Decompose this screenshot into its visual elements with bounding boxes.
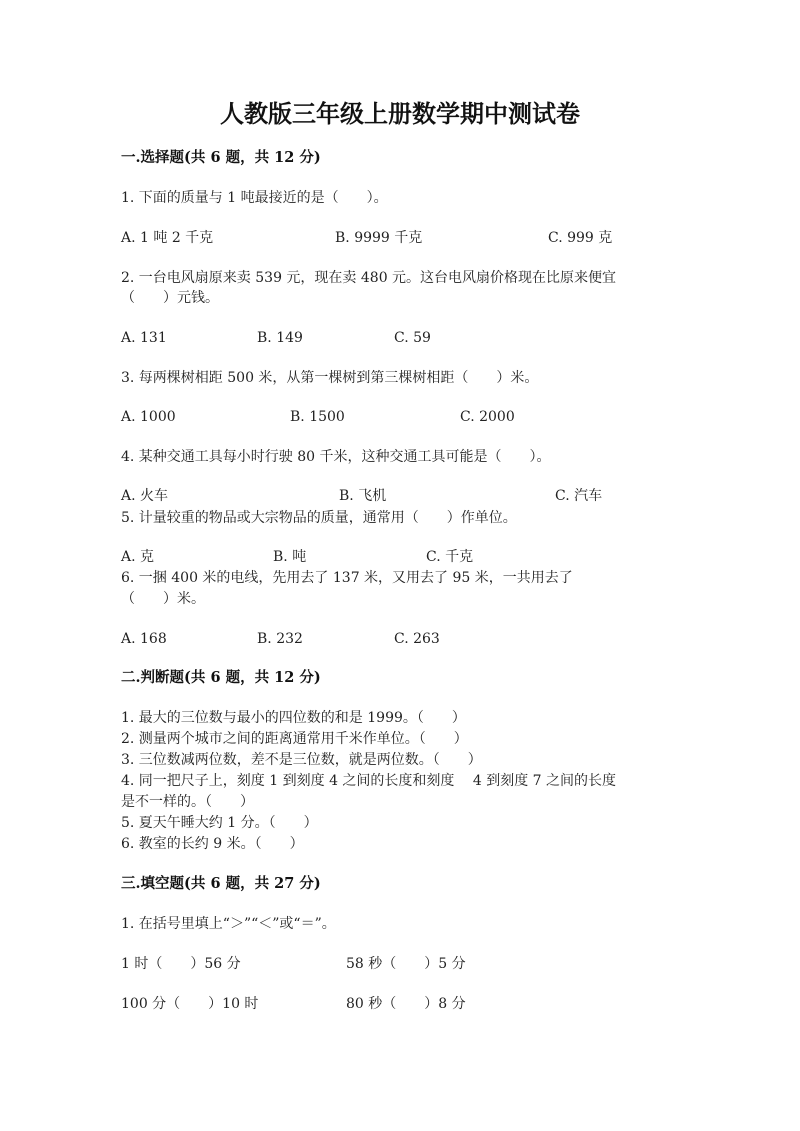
option-b: B. 1500 <box>290 409 345 425</box>
option-a: A. 火车 <box>121 488 169 504</box>
judgement-item: 6. 教室的长约 9 米。（ ） <box>121 836 304 852</box>
option-c: C. 千克 <box>426 549 474 565</box>
option-c: C. 999 克 <box>548 230 613 246</box>
option-a: A. 1 吨 2 千克 <box>121 230 214 246</box>
question-stem: 2. 一台电风扇原来卖 539 元，现在卖 480 元。这台电风扇价格现在比原来便宜 <box>121 270 617 286</box>
question-stem-continued: （ ）元钱。 <box>121 290 219 306</box>
judgement-item: 2. 测量两个城市之间的距离通常用千米作单位。（ ） <box>121 731 468 747</box>
option-b: B. 吨 <box>273 549 307 565</box>
question-stem: 5. 计量较重的物品或大宗物品的质量，通常用（ ）作单位。 <box>121 510 517 526</box>
option-c: C. 汽车 <box>555 488 603 504</box>
judgement-item: 5. 夏天午睡大约 1 分。（ ） <box>121 815 318 831</box>
option-c: C. 2000 <box>460 409 515 425</box>
question-stem: 3. 每两棵树相距 500 米，从第一棵树到第三棵树相距（ ）米。 <box>121 370 539 386</box>
option-b: B. 飞机 <box>339 488 387 504</box>
section-heading-true-false: 二.判断题(共 6 题，共 12 分) <box>121 669 321 686</box>
option-b: B. 232 <box>257 631 303 647</box>
judgement-item: 1. 最大的三位数与最小的四位数的和是 1999。（ ） <box>121 710 466 726</box>
compare-item: 1 时（ ）56 分 <box>121 956 241 972</box>
compare-item: 80 秒（ ）8 分 <box>346 996 466 1012</box>
option-b: B. 149 <box>257 330 303 346</box>
question-stem-continued: （ ）米。 <box>121 591 205 607</box>
option-a: A. 131 <box>121 330 167 346</box>
fill-question-stem: 1. 在括号里填上“＞”“＜”或“＝”。 <box>121 916 336 932</box>
section-heading-choice: 一.选择题(共 6 题，共 12 分) <box>121 149 321 166</box>
option-b: B. 9999 千克 <box>335 230 423 246</box>
compare-item: 58 秒（ ）5 分 <box>346 956 466 972</box>
option-c: C. 59 <box>394 330 431 346</box>
question-stem: 4. 某种交通工具每小时行驶 80 千米，这种交通工具可能是（ ）。 <box>121 449 551 465</box>
compare-item: 100 分（ ）10 时 <box>121 996 259 1012</box>
section-heading-fill-blank: 三.填空题(共 6 题，共 27 分) <box>121 875 321 892</box>
option-a: A. 1000 <box>121 409 176 425</box>
question-stem: 6. 一捆 400 米的电线，先用去了 137 米，又用去了 95 米，一共用去了 <box>121 570 573 586</box>
page-title: 人教版三年级上册数学期中测试卷 <box>220 99 580 128</box>
judgement-item-continued: 是不一样的。（ ） <box>121 794 254 810</box>
option-a: A. 克 <box>121 549 155 565</box>
question-stem: 1. 下面的质量与 1 吨最接近的是（ ）。 <box>121 190 388 206</box>
judgement-item: 4. 同一把尺子上，刻度 1 到刻度 4 之间的长度和刻度 4 到刻度 7 之间的长度 <box>121 773 617 789</box>
judgement-item: 3. 三位数减两位数，差不是三位数，就是两位数。（ ） <box>121 752 482 768</box>
option-a: A. 168 <box>121 631 167 647</box>
option-c: C. 263 <box>394 631 440 647</box>
